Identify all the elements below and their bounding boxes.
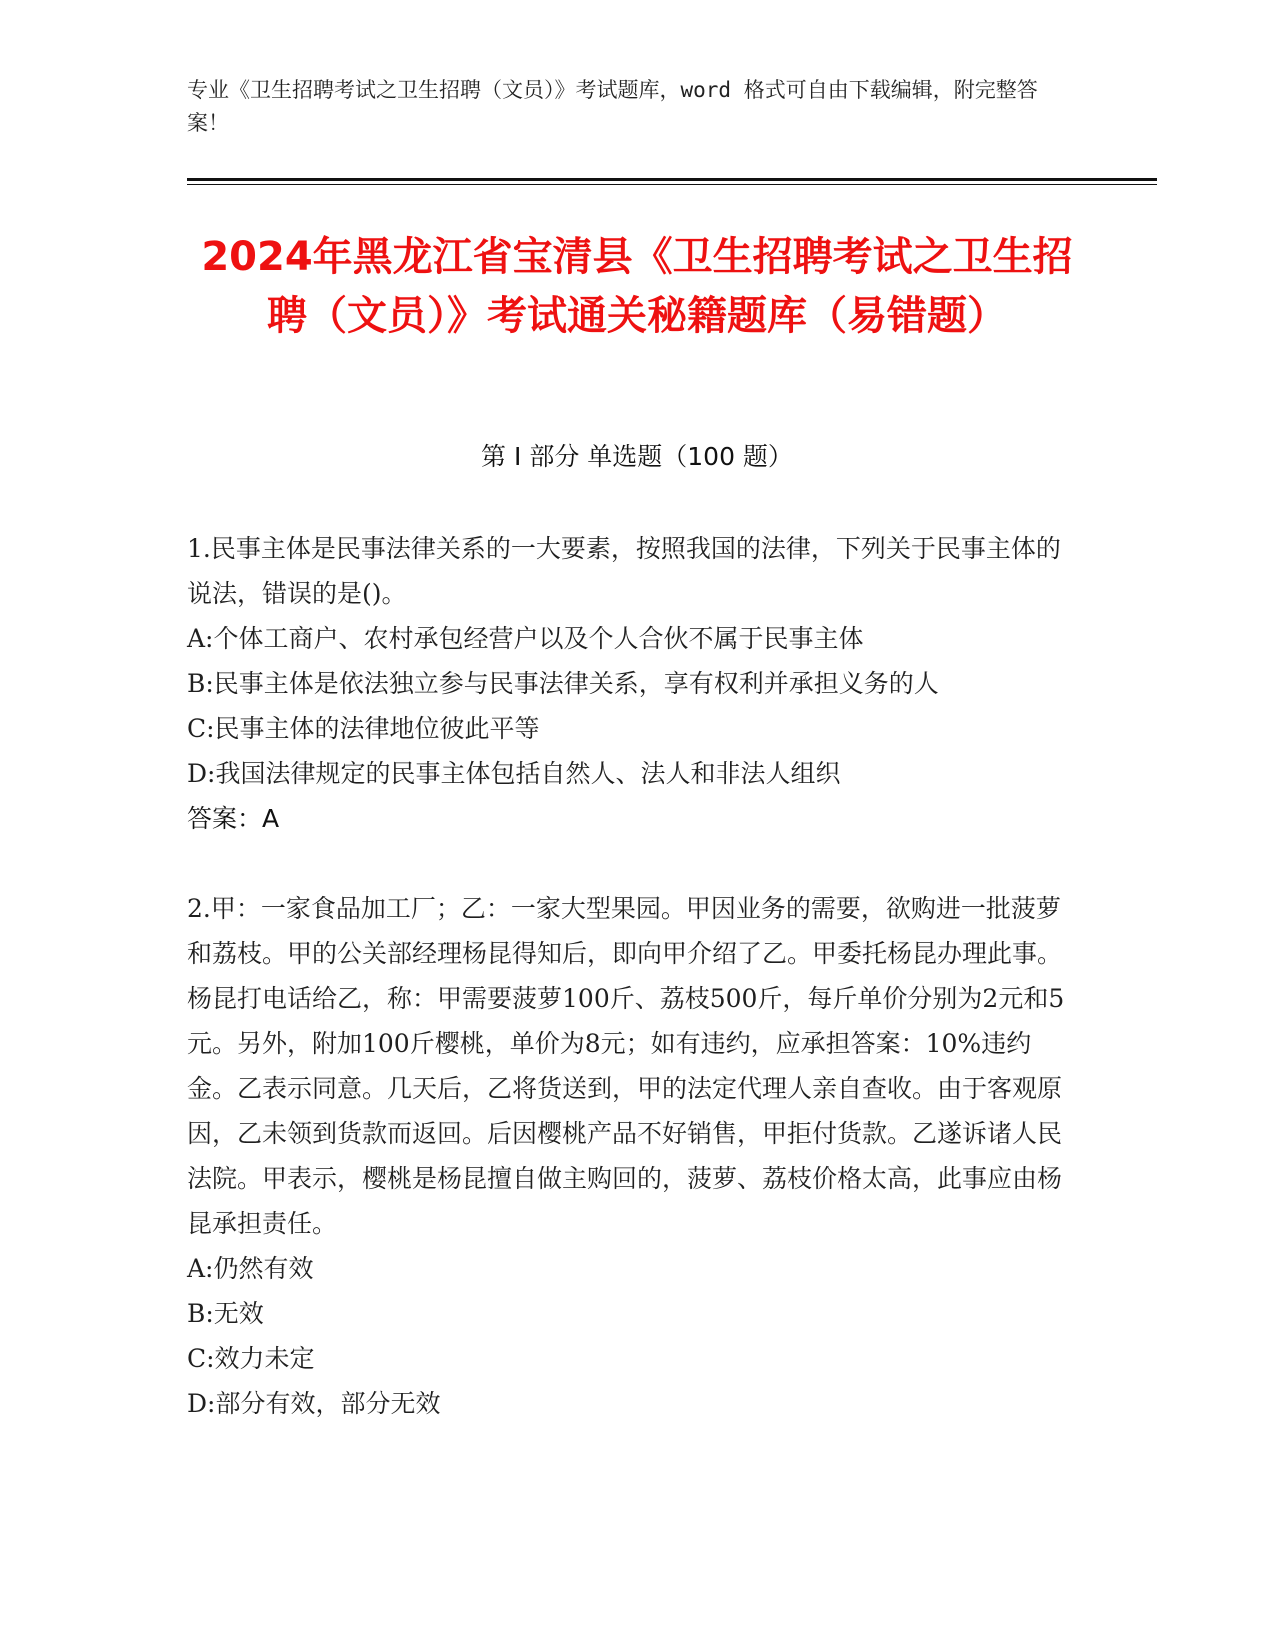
- question-1: [187, 526, 1067, 841]
- document-title: 2024年黑龙江省宝清县《卫生招聘考试之卫生招聘（文员）》考试通关秘籍题库（易错题）: [201, 234, 1073, 339]
- question-stem: 2.甲：一家食品加工厂；乙：一家大型果园。甲因业务的需要，欲购进一批菠萝和荔枝。甲的公关部经理杨昆得知后，即向甲介绍了乙。甲委托杨昆办理此事。杨昆打电话给乙，称：甲需要菠萝100斤、荔枝500斤，每斤单价分别为2元和5元。另外，附加100斤樱桃，单价为8元；如有违约，应承担答案：10%违约金。乙表示同意。几天后，乙将货送到，甲的法定代理人亲自查收。由于客观原因，乙未领到货款而返回。后因樱桃产品不好销售，甲拒付货款。乙遂诉诸人民法院。甲表示，樱桃是杨昆擅自做主购回的，菠萝、荔枝价格太高，此事应由杨昆承担责任。: [187, 894, 1065, 1238]
- option-d: D:我国法律规定的民事主体包括自然人、法人和非法人组织: [187, 759, 841, 788]
- option-a: A:仍然有效: [187, 1254, 314, 1283]
- question-2: [187, 886, 1067, 1426]
- option-b: B:无效: [187, 1299, 264, 1328]
- header-note: 专业《卫生招聘考试之卫生招聘（文员）》考试题库，word 格式可自由下载编辑，附完整答案！: [187, 78, 1038, 135]
- option-b: B:民事主体是依法独立参与民事法律关系，享有权利并承担义务的人: [187, 669, 939, 698]
- header-divider-thin: [187, 184, 1157, 185]
- question-stem: 1.民事主体是民事法律关系的一大要素，按照我国的法律，下列关于民事主体的说法，错误的是()。: [187, 534, 1061, 608]
- header-divider: [187, 178, 1157, 181]
- option-c: C:民事主体的法律地位彼此平等: [187, 714, 540, 743]
- option-c: C:效力未定: [187, 1344, 315, 1373]
- section-title: 第 I 部分 单选题（100 题）: [481, 442, 793, 471]
- option-a: A:个体工商户、农村承包经营户以及个人合伙不属于民事主体: [187, 624, 864, 653]
- answer-text: 答案：A: [187, 804, 280, 833]
- option-d: D:部分有效，部分无效: [187, 1389, 441, 1418]
